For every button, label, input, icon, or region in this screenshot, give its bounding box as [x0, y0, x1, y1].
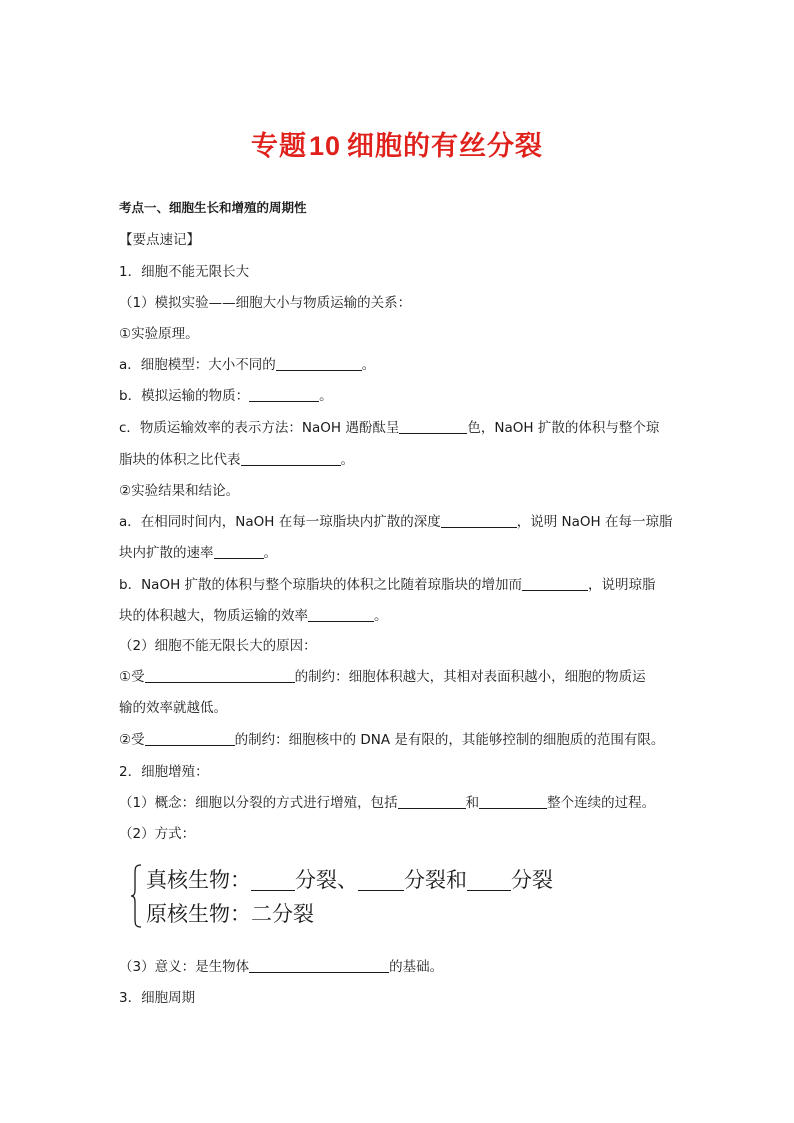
- curly-brace-icon: [130, 864, 142, 928]
- fill-blank[interactable]: [399, 419, 467, 434]
- text-line: ②实验结果和结论。: [119, 483, 240, 499]
- division-types-brace: [130, 862, 590, 934]
- text-line: c．物质运输效率的表示方法：NaOH 遇酚酞呈 色，NaOH 扩散的体积与整个琼: [119, 420, 660, 436]
- title-suffix: 细胞的有丝分裂: [347, 131, 544, 162]
- text-line: （2）方式：: [119, 826, 196, 842]
- fill-blank[interactable]: [522, 576, 588, 591]
- text-line: （1）模拟实验——细胞大小与物质运输的关系：: [119, 295, 412, 311]
- text-line: a．细胞模型：大小不同的 。: [119, 357, 376, 373]
- fill-blank[interactable]: [276, 356, 362, 371]
- title-prefix: 专题: [250, 131, 307, 162]
- fill-blank[interactable]: [145, 731, 235, 746]
- eukaryote-line: 真核生物： 分裂、 分裂和 分裂: [146, 868, 553, 892]
- text-line: 输的效率就越低。: [119, 700, 227, 716]
- key-points-label: 【要点速记】: [119, 232, 200, 248]
- fill-blank[interactable]: [145, 668, 295, 683]
- fill-blank[interactable]: [358, 870, 404, 891]
- text-line: 3．细胞周期: [119, 990, 196, 1006]
- fill-blank[interactable]: [467, 870, 511, 891]
- text-line: ①实验原理。: [119, 326, 199, 342]
- text-line: 2．细胞增殖：: [119, 764, 209, 780]
- text-line: 块内扩散的速率 。: [119, 545, 277, 561]
- title-number: 10: [308, 131, 342, 161]
- fill-blank[interactable]: [249, 958, 389, 973]
- text-line: （3）意义：是生物体 的基础。: [119, 959, 444, 975]
- fill-blank[interactable]: [214, 544, 264, 559]
- text-line: 块的体积越大，物质运输的效率 。: [119, 608, 388, 624]
- fill-blank[interactable]: [249, 387, 319, 402]
- text-line: ①受 的制约：细胞体积越大，其相对表面积越小，细胞的物质运: [119, 669, 646, 685]
- fill-blank[interactable]: [441, 513, 517, 528]
- section-heading: 考点一、细胞生长和增殖的周期性: [119, 200, 307, 215]
- fill-blank[interactable]: [398, 794, 466, 809]
- text-line: ②受 的制约：细胞核中的 DNA 是有限的，其能够控制的细胞质的范围有限。: [119, 732, 665, 748]
- fill-blank[interactable]: [308, 607, 374, 622]
- text-line: （1）概念：细胞以分裂的方式进行增殖，包括 和 整个连续的过程。: [119, 795, 656, 811]
- prokaryote-line: 原核生物：二分裂: [146, 902, 314, 926]
- fill-blank[interactable]: [479, 794, 547, 809]
- page-title: [0, 124, 794, 163]
- fill-blank[interactable]: [251, 870, 295, 891]
- text-line: b．模拟运输的物质： 。: [119, 388, 333, 404]
- fill-blank[interactable]: [241, 451, 341, 466]
- text-line: b．NaOH 扩散的体积与整个琼脂块的体积之比随着琼脂块的增加而 ，说明琼脂: [119, 577, 656, 593]
- text-line: （2）细胞不能无限长大的原因：: [119, 638, 317, 654]
- text-line: 1．细胞不能无限长大: [119, 264, 250, 280]
- text-line: 脂块的体积之比代表 。: [119, 452, 354, 468]
- text-line: a．在相同时间内，NaOH 在每一琼脂块内扩散的深度 ，说明 NaOH 在每一琼脂: [119, 514, 673, 530]
